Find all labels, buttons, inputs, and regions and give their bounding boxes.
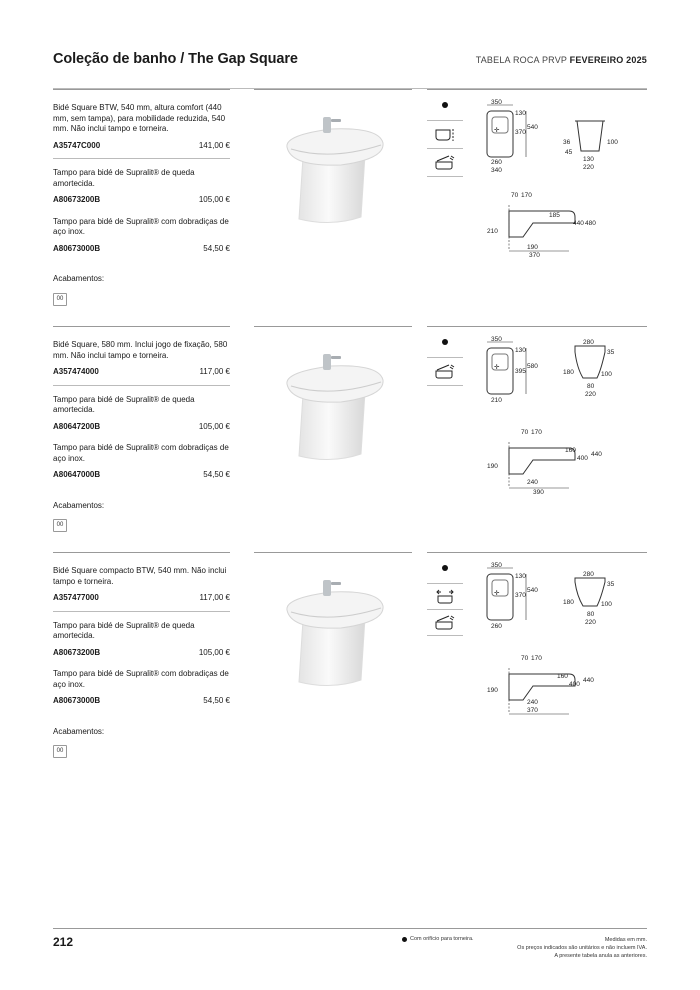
dim-side-b: 35 [607,581,615,588]
dim-profile-g: 240 [527,479,538,486]
section-divider [254,89,412,90]
front-view-drawing [479,99,649,179]
tap-hole-dot-icon [442,102,448,108]
product-code: A357477000 [53,593,99,602]
dim-side-a: 280 [583,339,594,346]
bidet-photo [261,562,401,692]
note-line: A presente tabela anula as anteriores. [554,953,647,959]
soft-close-seat-icon [434,155,456,171]
back-to-wall-indicator [427,121,463,149]
dim-side-b: 35 [607,349,615,356]
dim-profile-c: 160 [565,447,576,454]
catalog-prefix: TABELA ROCA PRVP [475,55,567,65]
product-price-row [53,367,230,378]
accessory-price: 105,00 € [198,647,230,657]
note-line: Os preços indicados são unitários e não incluem IVA. [517,945,647,951]
dim-profile-a: 70 [511,192,519,199]
back-to-wall-icon [434,128,456,142]
profile-view-drawing [479,426,649,506]
accessory-code: A80647200B [53,421,101,431]
dim-profile-b: 170 [521,192,532,199]
page-number: 212 [53,935,74,949]
dim-profile-d: 400 [569,681,580,688]
dim-profile-b: 170 [531,429,542,436]
dim-front-top: 350 [491,99,502,106]
accessory-price-row [53,422,230,433]
soft-close-seat-icon [434,615,456,631]
soft-close-indicator [427,610,463,636]
page-title: Coleção de banho / The Gap Square [53,51,298,67]
dim-profile-h: 390 [533,489,544,496]
section-divider [254,552,412,553]
dim-front-b1: 260 [491,159,502,166]
soft-close-indicator [427,149,463,177]
soft-close-indicator [427,358,463,386]
accessory-code: A80673200B [53,647,101,657]
dim-side-e: 80 [587,383,595,390]
dim-profile-g: 240 [527,699,538,706]
dim-front-b1: 260 [491,623,502,630]
dim-profile-h: 370 [527,707,538,714]
dim-profile-g: 190 [527,244,538,251]
dim-side-d: 100 [601,601,612,608]
dim-side-c: 180 [563,369,574,376]
accessory-price-row [53,648,230,659]
product-text [53,552,230,758]
dim-front-w1: 130 [515,110,526,117]
tap-hole-indicator [427,552,463,584]
dim-profile-h: 370 [529,252,540,259]
svg-text:✛: ✛ [494,364,500,371]
bidet-photo [261,99,401,229]
accessory-price: 54,50 € [203,243,230,253]
front-view-drawing [479,562,649,642]
product-price-row [53,141,230,152]
dim-side-a: 36 [563,139,571,146]
dim-profile-c: 185 [549,212,560,219]
tap-hole-dot-icon [402,937,407,942]
feature-icons [427,89,463,177]
accessory-description: Tampo para bidé de Supralit® de queda amortecida. [53,168,195,188]
finishes-label: Acabamentos: [53,274,105,283]
product-code: A35747C000 [53,140,101,150]
footnote-text: Com orifício para torneira. [410,936,474,942]
dim-side-e: 80 [587,611,595,618]
svg-text:✛: ✛ [494,127,500,134]
accessory-description: Tampo para bidé de Supralit® com dobradiças de aço inox. [53,443,229,463]
dim-front-h2: 540 [527,587,538,594]
accessory-price: 54,50 € [203,696,230,705]
dim-profile-a: 70 [521,429,529,436]
dim-side-b: 100 [607,139,618,146]
product-price: 117,00 € [199,593,230,602]
dim-front-top: 350 [491,562,502,569]
dim-profile-f: 190 [487,687,498,694]
finishes-label: Acabamentos: [53,500,105,510]
dim-front-h2: 580 [527,363,538,370]
accessory-description: Tampo para bidé de Supralit® de queda amortecida. [53,394,195,414]
product-section [53,326,647,546]
accessory-price-row [53,696,230,707]
product-description: Bidé Square compacto BTW, 540 mm. Não inclui tampo e torneira. [53,566,227,586]
profile-view-drawing [479,652,649,732]
tap-hole-dot-icon [442,565,448,571]
dim-profile-e: 440 [583,677,594,684]
dim-side-a: 280 [583,571,594,578]
profile-view-drawing [479,189,649,269]
dim-front-h1: 395 [515,368,526,375]
soft-close-seat-icon [434,364,456,380]
dim-side-c: 180 [563,599,574,606]
dim-profile-c: 160 [557,673,568,680]
svg-text:✛: ✛ [494,590,500,597]
product-price-row [53,593,230,604]
dim-profile-f: 210 [487,228,498,235]
dim-profile-d: 400 [577,455,588,462]
finish-swatch[interactable]: 00 [53,293,67,306]
accessory-description: Tampo para bidé de Supralit® com dobradiças de aço inox. [53,216,229,236]
front-view-drawing [479,336,649,416]
accessory-description: Tampo para bidé de Supralit® com dobradiças de aço inox. [53,669,229,689]
dim-front-b1: 210 [491,397,502,404]
dim-front-h2: 540 [527,124,538,131]
accessory-code: A80673000B [53,696,101,705]
feature-icons [427,326,463,386]
tap-hole-dot-icon [442,339,448,345]
dim-profile-e: 480 [585,220,596,227]
finish-swatch[interactable]: 00 [53,519,67,532]
row-divider [53,385,230,386]
row-divider [53,611,230,612]
product-section [53,89,647,309]
finishes-label: Acabamentos: [53,726,105,736]
dim-profile-f: 190 [487,463,498,470]
dim-front-w1: 130 [515,573,526,580]
accessory-price-row [53,470,230,481]
product-text [53,89,230,306]
compact-size-indicator [427,584,463,610]
dim-side-f: 220 [585,391,596,398]
dim-side-f: 220 [585,619,596,626]
accessory-price: 105,00 € [198,421,230,431]
dim-profile-b: 170 [531,655,542,662]
dim-front-b2: 340 [491,167,502,174]
bidet-photo [261,336,401,466]
footnote [402,936,474,942]
product-price: 117,00 € [199,367,230,376]
finish-swatch[interactable]: 00 [53,745,67,758]
dim-side-e: 220 [583,164,594,171]
product-price: 141,00 € [198,140,230,150]
compact-size-icon [434,589,456,605]
catalog-date: FEVEREIRO 2025 [569,55,647,65]
footer-divider [53,928,647,929]
accessory-price-row [53,195,230,206]
product-section [53,552,647,772]
accessory-code: A80673000B [53,243,101,253]
dim-profile-d: 440 [573,220,584,227]
feature-icons [427,552,463,636]
row-divider [53,158,230,159]
accessory-price: 105,00 € [198,195,230,204]
catalog-edition [476,55,647,65]
dim-side-c: 45 [565,149,573,156]
dim-side-d: 100 [601,371,612,378]
tap-hole-indicator [427,326,463,358]
dim-front-w1: 130 [515,347,526,354]
dim-front-top: 350 [491,336,502,343]
dim-profile-e: 440 [591,451,602,458]
accessory-price-row [53,244,230,255]
product-description: Bidé Square, 580 mm. Inclui jogo de fixação, 580 mm. Não inclui tampo e torneira. [53,340,228,360]
section-divider [254,326,412,327]
product-code: A357474000 [53,367,99,376]
accessory-code: A80647000B [53,470,101,479]
accessory-price: 54,50 € [203,470,230,479]
dim-profile-a: 70 [521,655,529,662]
note-line: Medidas em mm. [604,937,647,943]
dim-front-h1: 370 [515,129,526,136]
product-description: Bidé Square BTW, 540 mm, altura comfort (440 mm, sem tampa), para mobilidade reduzida, 540 mm. Não inclui tampo e torneira. [53,103,226,133]
product-text [53,326,230,532]
accessory-description: Tampo para bidé de Supralit® de queda amortecida. [53,620,195,640]
tap-hole-indicator [427,89,463,121]
dim-side-d: 130 [583,156,594,163]
footer-notes [517,936,647,960]
accessory-code: A80673200B [53,195,101,204]
dim-front-h1: 370 [515,592,526,599]
